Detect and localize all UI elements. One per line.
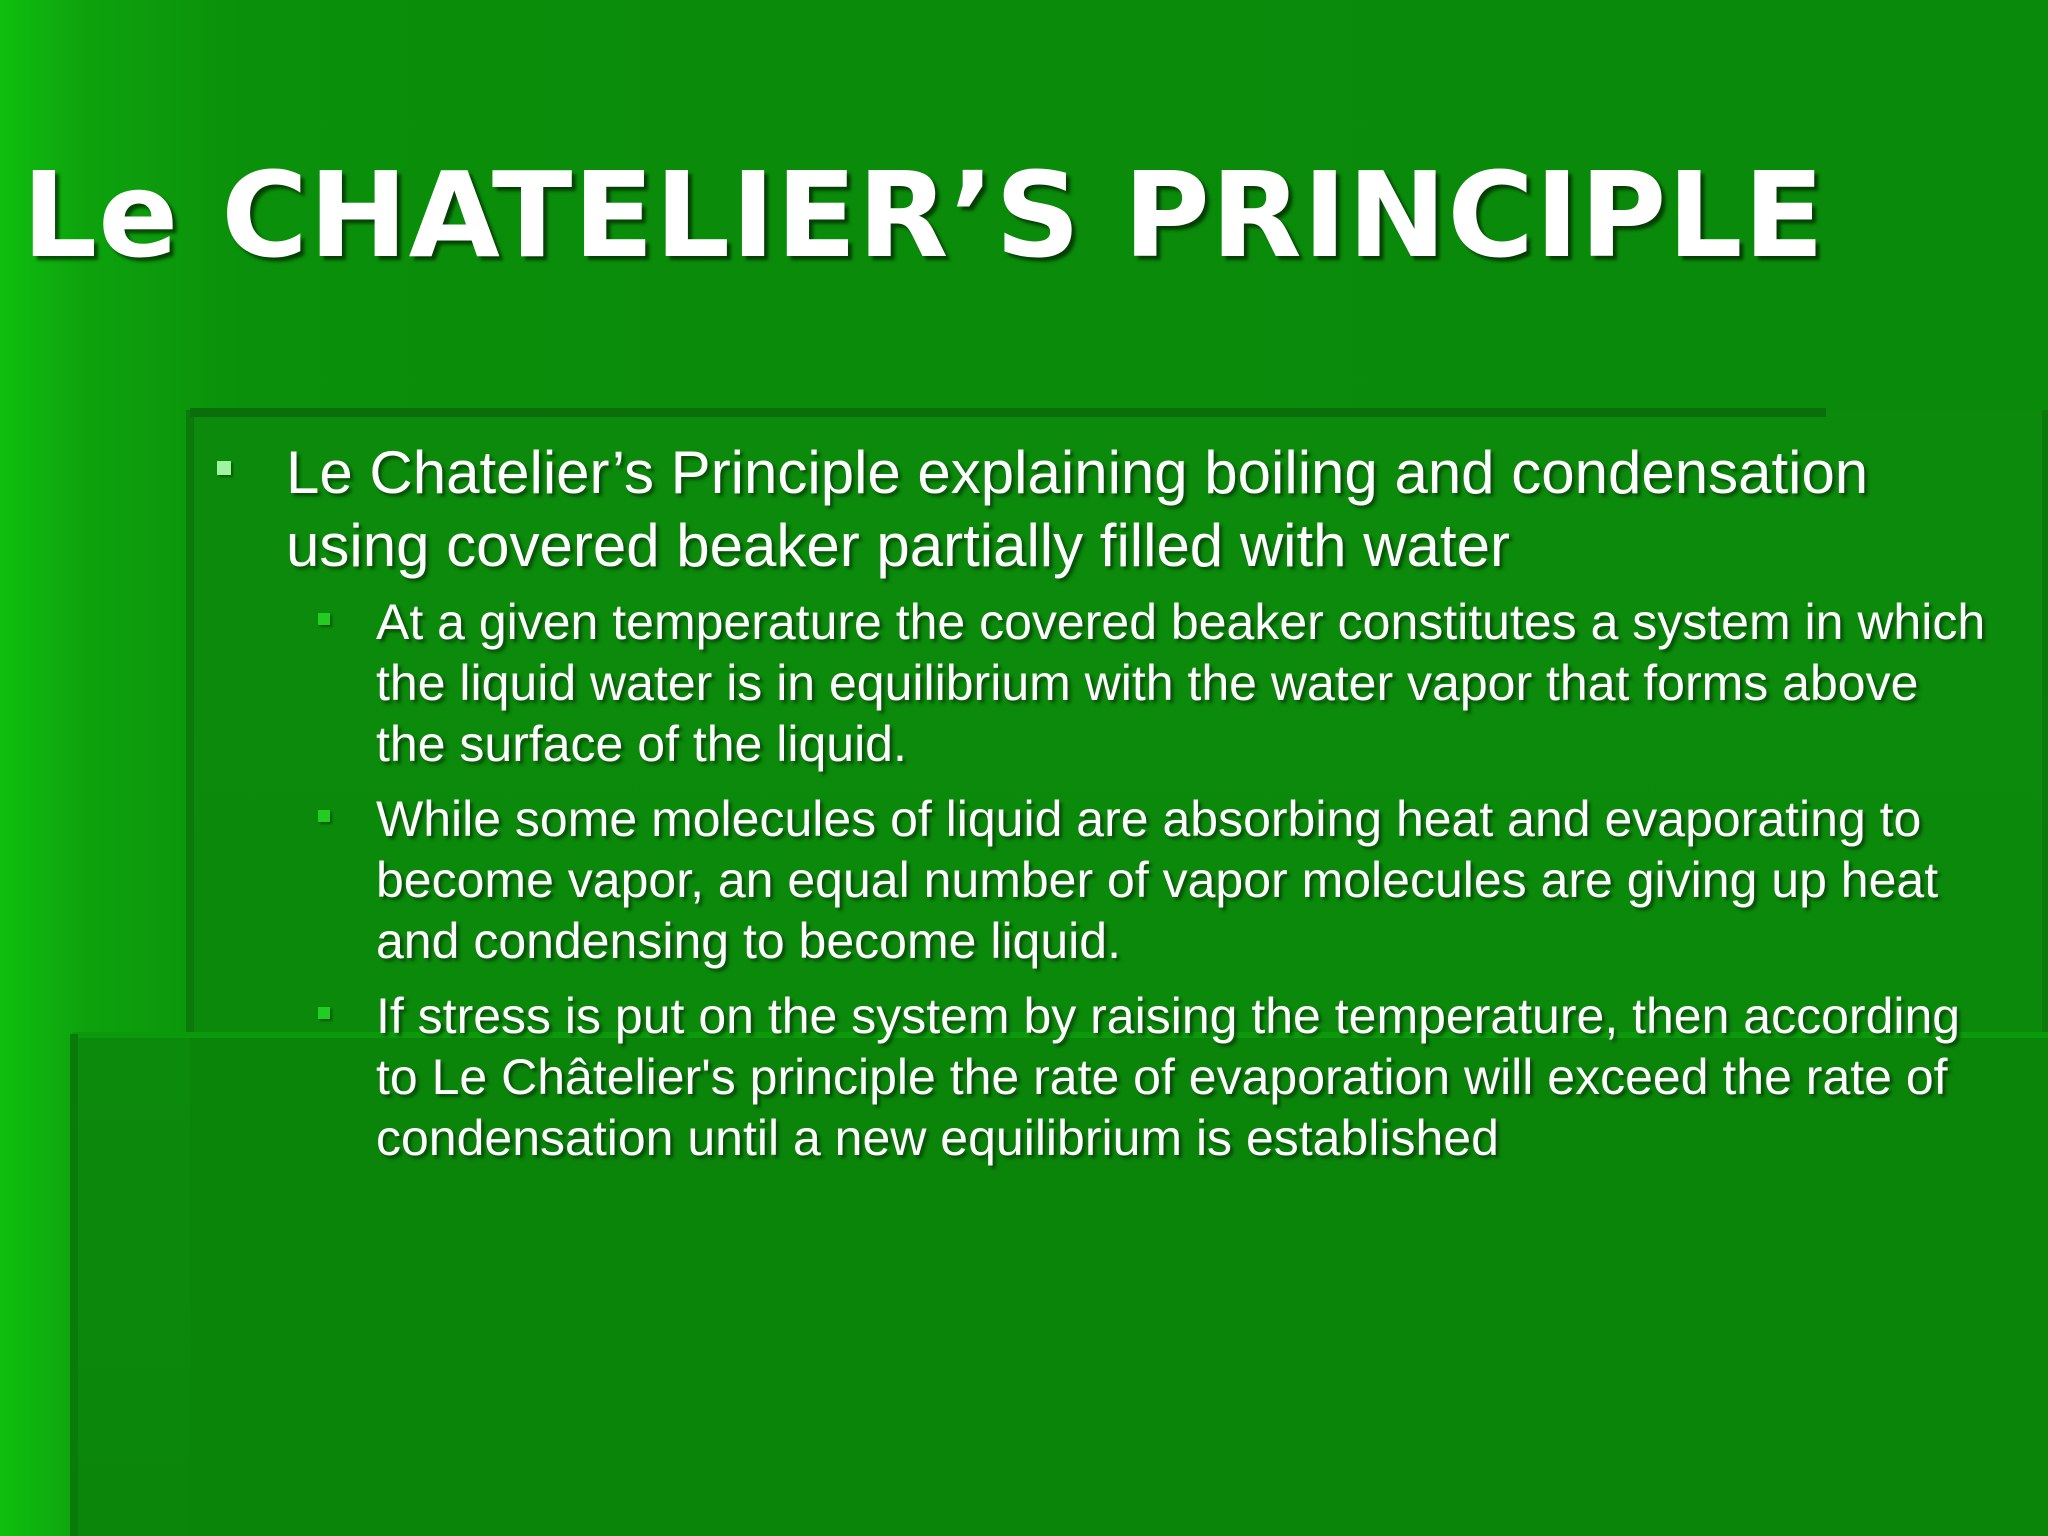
sub-bullet-text: While some molecules of liquid are absorbing heat and evaporating to become vapor, an equal number of vapor molecules are giving up heat and condensing to become liquid. — [376, 791, 1939, 969]
sub-bullet — [210, 789, 1990, 972]
background-panel-lower-edge — [70, 1034, 78, 1536]
square-bullet-icon — [217, 461, 231, 475]
sub-bullet-text: If stress is put on the system by raising the temperature, then according to Le Châtelier's principle the rate of evaporation will exceed the rate of condensation until a new equilibrium is established — [376, 988, 1961, 1166]
square-bullet-icon — [318, 613, 330, 625]
main-bullet-text: Le Chatelier’s Principle explaining boiling and condensation using covered beaker partially filled with water — [286, 439, 1869, 579]
background-panel-upper-top-edge — [190, 408, 1826, 417]
main-bullet — [210, 436, 1990, 582]
sub-bullet-list — [210, 592, 1990, 1169]
slide-title: Le CHATELIER’S PRINCIPLE — [22, 146, 1826, 284]
sub-bullet — [210, 592, 1990, 775]
sub-bullet-text: At a given temperature the covered beaker constitutes a system in which the liquid water is in equilibrium with the water vapor that forms above the surface of the liquid. — [376, 594, 1986, 772]
square-bullet-icon — [318, 810, 330, 822]
square-bullet-icon — [318, 1007, 330, 1019]
slide-body — [210, 436, 1990, 1183]
sub-bullet — [210, 986, 1990, 1169]
